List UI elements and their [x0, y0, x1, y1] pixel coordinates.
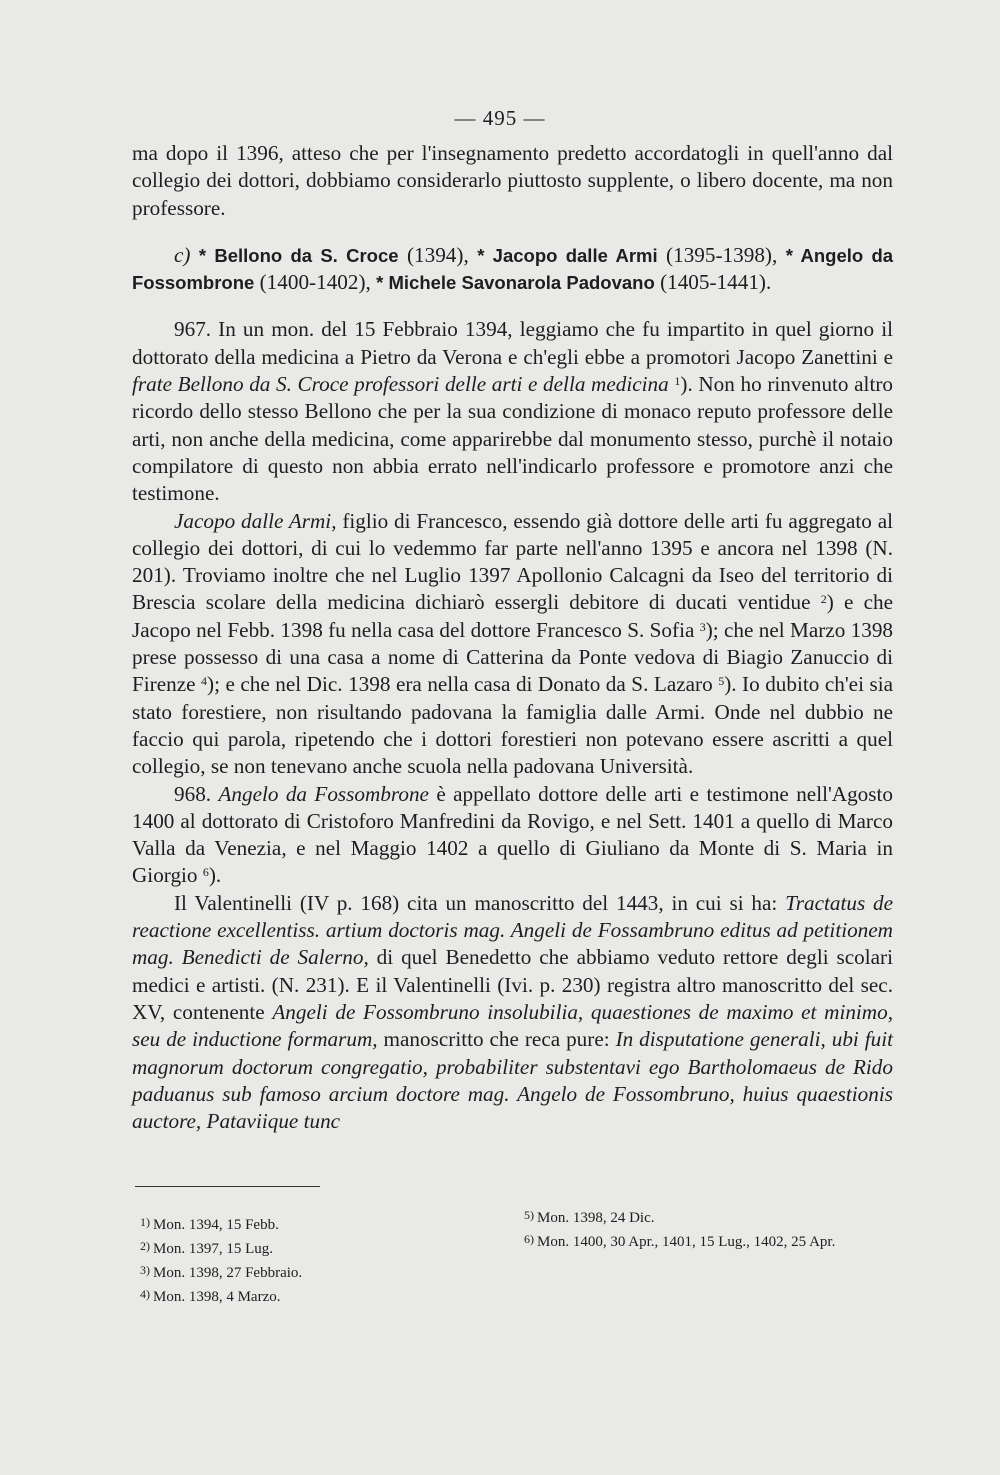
date-michele: (1405-1441). [660, 270, 772, 295]
name-angelo: * Angelo da Fossombrone [132, 244, 894, 294]
footnote [140, 1236, 470, 1260]
footnote [524, 1229, 894, 1253]
footnote-ref-2: 2 [820, 592, 827, 607]
footnote-number: 6) [524, 1232, 534, 1246]
footnotes-left [140, 1212, 470, 1308]
footnote-number: 1) [140, 1215, 150, 1229]
list-label: c) [174, 242, 191, 267]
paragraph-valentinelli [132, 890, 893, 1136]
paragraph-c-list [132, 242, 893, 297]
date-angelo: (1400-1402), [259, 270, 371, 295]
text-run: ; e che nel Dic. 1398 era nella casa di Donato da S. Lazaro [214, 672, 713, 697]
footnote-number: 5) [524, 1208, 534, 1222]
name-jacopo: * Jacopo dalle Armi [477, 244, 658, 266]
footnote [524, 1205, 894, 1229]
paragraph-968: 968. Angelo da Fossombrone è appellato dottore delle arti e testimone nell'Agosto 1400 al dottorato di Cristoforo Manfredini da Rovigo, e nel Sett. 1401 a quello di Marco Valla da Venezia, e nel Maggio 1402 a quello di Giuliano da Monte di S. Maria in Giorgio $^6$). [132, 781, 893, 888]
name-michele: * Michele Savonarola Padovano [376, 272, 655, 294]
footnote-number: 2) [140, 1239, 150, 1253]
main-text [132, 140, 893, 1135]
text-run: . [215, 863, 222, 888]
text-run: ; che nel Marzo 1398 prese possesso di una casa a nome di Catterina da Ponte vedova di Biagio Zanuccio di Firenze [132, 617, 894, 697]
footnote-number: 4) [140, 1287, 150, 1301]
footnote-text: Mon. 1398, 4 Marzo. [153, 1289, 281, 1305]
text-run: di quel Benedetto che abbiamo veduto rettore degli scolari medici e artisti. (N. 231). E il Valentinelli (Ivi. p. 230) registra altro manoscritto del sec. XV, contenente [132, 945, 894, 1024]
footnote-ref-5: 5 [718, 674, 725, 689]
footnote [140, 1260, 470, 1284]
italic-run: Angelo da Fossombrone [218, 781, 429, 806]
text-run: e che Jacopo nel Febb. 1398 fu nella casa del dottore Francesco S. Sofia [132, 590, 894, 642]
text-run: è appellato dottore delle arti e testimone nell'Agosto 1400 al dottorato di Cristoforo Manfredini da Rovigo, e nel Sett. 1401 a quello di Marco Valla da Venezia, e nel Maggio 1402 a quello di Giuliano da Monte di S. Maria in Giorgio [132, 781, 893, 888]
text-run: . Non ho rinvenuto altro ricordo dello stesso Bellono che per la sua condizione di monaco reputo professore delle arti, non anche della medicina, come apparirebbe dal monumento stesso, purchè il notaio compilatore di questo non abbia errato nell'indicarlo professore e promotore anzi che testimone. [132, 372, 893, 506]
footnote-text: Mon. 1398, 27 Febbraio. [153, 1265, 303, 1281]
footnote-text: Mon. 1400, 30 Apr., 1401, 15 Lug., 1402, 25 Apr. [537, 1234, 836, 1250]
italic-run: frate Bellono da S. Croce professori delle arti e della medicina [132, 372, 669, 397]
footnote-ref-3: 3 [699, 619, 706, 634]
date-bellono: (1394), [406, 242, 469, 267]
footnote-ref-1: 1 [674, 374, 681, 389]
footnote-ref-4: 4 [201, 674, 208, 689]
paragraph-967: 967. In un mon. del 15 Febbraio 1394, leggiamo che fu impartito in quel giorno il dottorato della medicina a Pietro da Verona e ch'egli ebbe a promotori Jacopo Zanettini e frate Bellono da S. Croce professori delle arti e della medicina $^1$). Non ho rinvenuto altro ricordo dello stesso Bellono che per la sua condizione di monaco reputo professore delle arti, non anche della medicina, come apparirebbe dal monumento stesso, purchè il notaio compilatore di questo non abbia errato nell'indicarlo professore e promotore anzi che testimone. [132, 317, 893, 506]
footnote [140, 1212, 470, 1236]
text-run: 968. [174, 781, 212, 806]
italic-run: Jacopo dalle Armi, [174, 508, 337, 533]
footnote [140, 1284, 470, 1308]
footnotes-right [524, 1205, 894, 1253]
footnote-divider [135, 1186, 320, 1187]
italic-run: Angeli de Fossombruno insolubilia, quaestiones de maximo et minimo, seu de inductione formarum, [132, 999, 894, 1052]
paragraph-continuation: ma dopo il 1396, atteso che per l'insegnamento predetto accordatogli in quell'anno dal collegio dei dottori, dobbiamo considerarlo piuttosto supplente, o libero docente, ma non professore. [132, 141, 893, 220]
text-run: Il Valentinelli (IV p. 168) cita un manoscritto del 1443, in cui si ha: [174, 890, 778, 915]
italic-run: In disputatione generali, ubi fuit magnorum doctorum congregatio, probabiliter substentavi ego Bartholomaeus de Rido paduanus sub famoso arcium doctore mag. Angelo de Fossombruno, huius quaestionis auctore, Pataviique tunc [132, 1027, 894, 1134]
footnote-text: Mon. 1397, 15 Lug. [153, 1241, 273, 1257]
paragraph-jacopo: Jacopo dalle Armi, figlio di Francesco, essendo già dottore delle arti fu aggregato al collegio dei dottori, di cui lo vedemmo far parte nell'anno 1395 e ancora nel 1398 (N. 201). Troviamo inoltre che nel Luglio 1397 Apollonio Calcagni da Iseo del territorio di Brescia scolare della medicina dichiarò essergli debitore di ducati ventidue $^2$) e che Jacopo nel Febb. 1398 fu nella casa del dottore Francesco S. Sofia $^3$); che nel Marzo 1398 prese possesso di una casa a nome di Catterina da Ponte vedova di Biagio Zanuccio di Firenze $^4$); e che nel Dic. 1398 era nella casa di Donato da S. Lazaro $^5$). Io dubito ch'ei sia stato forestiere, non risultando padovana la famiglia dalle Armi. Onde nel dubbio ne faccio qui parola, ripetendo che i dottori forestieri non potevano essere ascritti a quel collegio, se non tenevano anche scuola nella padovana Università. [132, 508, 894, 779]
text-run: 967. In un mon. del 15 Febbraio 1394, leggiamo che fu impartito in quel giorno il dottorato della medicina a Pietro da Verona e ch'egli ebbe a promotori Jacopo Zanettini e [132, 317, 893, 369]
footnote-text: Mon. 1394, 15 Febb. [153, 1217, 279, 1233]
text-run: . Io dubito ch'ei sia stato forestiere, non risultando padovana la famiglia dalle Armi. Onde nel dubbio ne faccio qui parola, ripetendo che i dottori forestieri non potevano essere ascritti a quel collegio, se non tenevano anche scuola nella padovana Università. [132, 672, 893, 779]
name-bellono: * Bellono da S. Croce [198, 244, 399, 266]
footnote-number: 3) [140, 1263, 150, 1277]
page-number: — 495 — [454, 106, 546, 130]
text-run: figlio di Francesco, essendo già dottore delle arti fu aggregato al collegio dei dottori, di cui lo vedemmo far parte nell'anno 1395 e ancora nel 1398 (N. 201). Troviamo inoltre che nel Luglio 1397 Apollonio Calcagni da Iseo del territorio di Brescia scolare della medicina dichiarò essergli debitore di ducati ventidue [132, 508, 893, 615]
text-run: manoscritto che reca pure: [383, 1027, 610, 1052]
date-jacopo: (1395-1398), [666, 242, 778, 267]
italic-run: Tractatus de reactione excellentiss. artium doctoris mag. Angeli de Fossambruno editus ad petitionem mag. Benedicti de Salerno, [132, 890, 894, 970]
footnote-text: Mon. 1398, 24 Dic. [537, 1210, 655, 1226]
footnote-ref-6: 6 [202, 865, 209, 880]
